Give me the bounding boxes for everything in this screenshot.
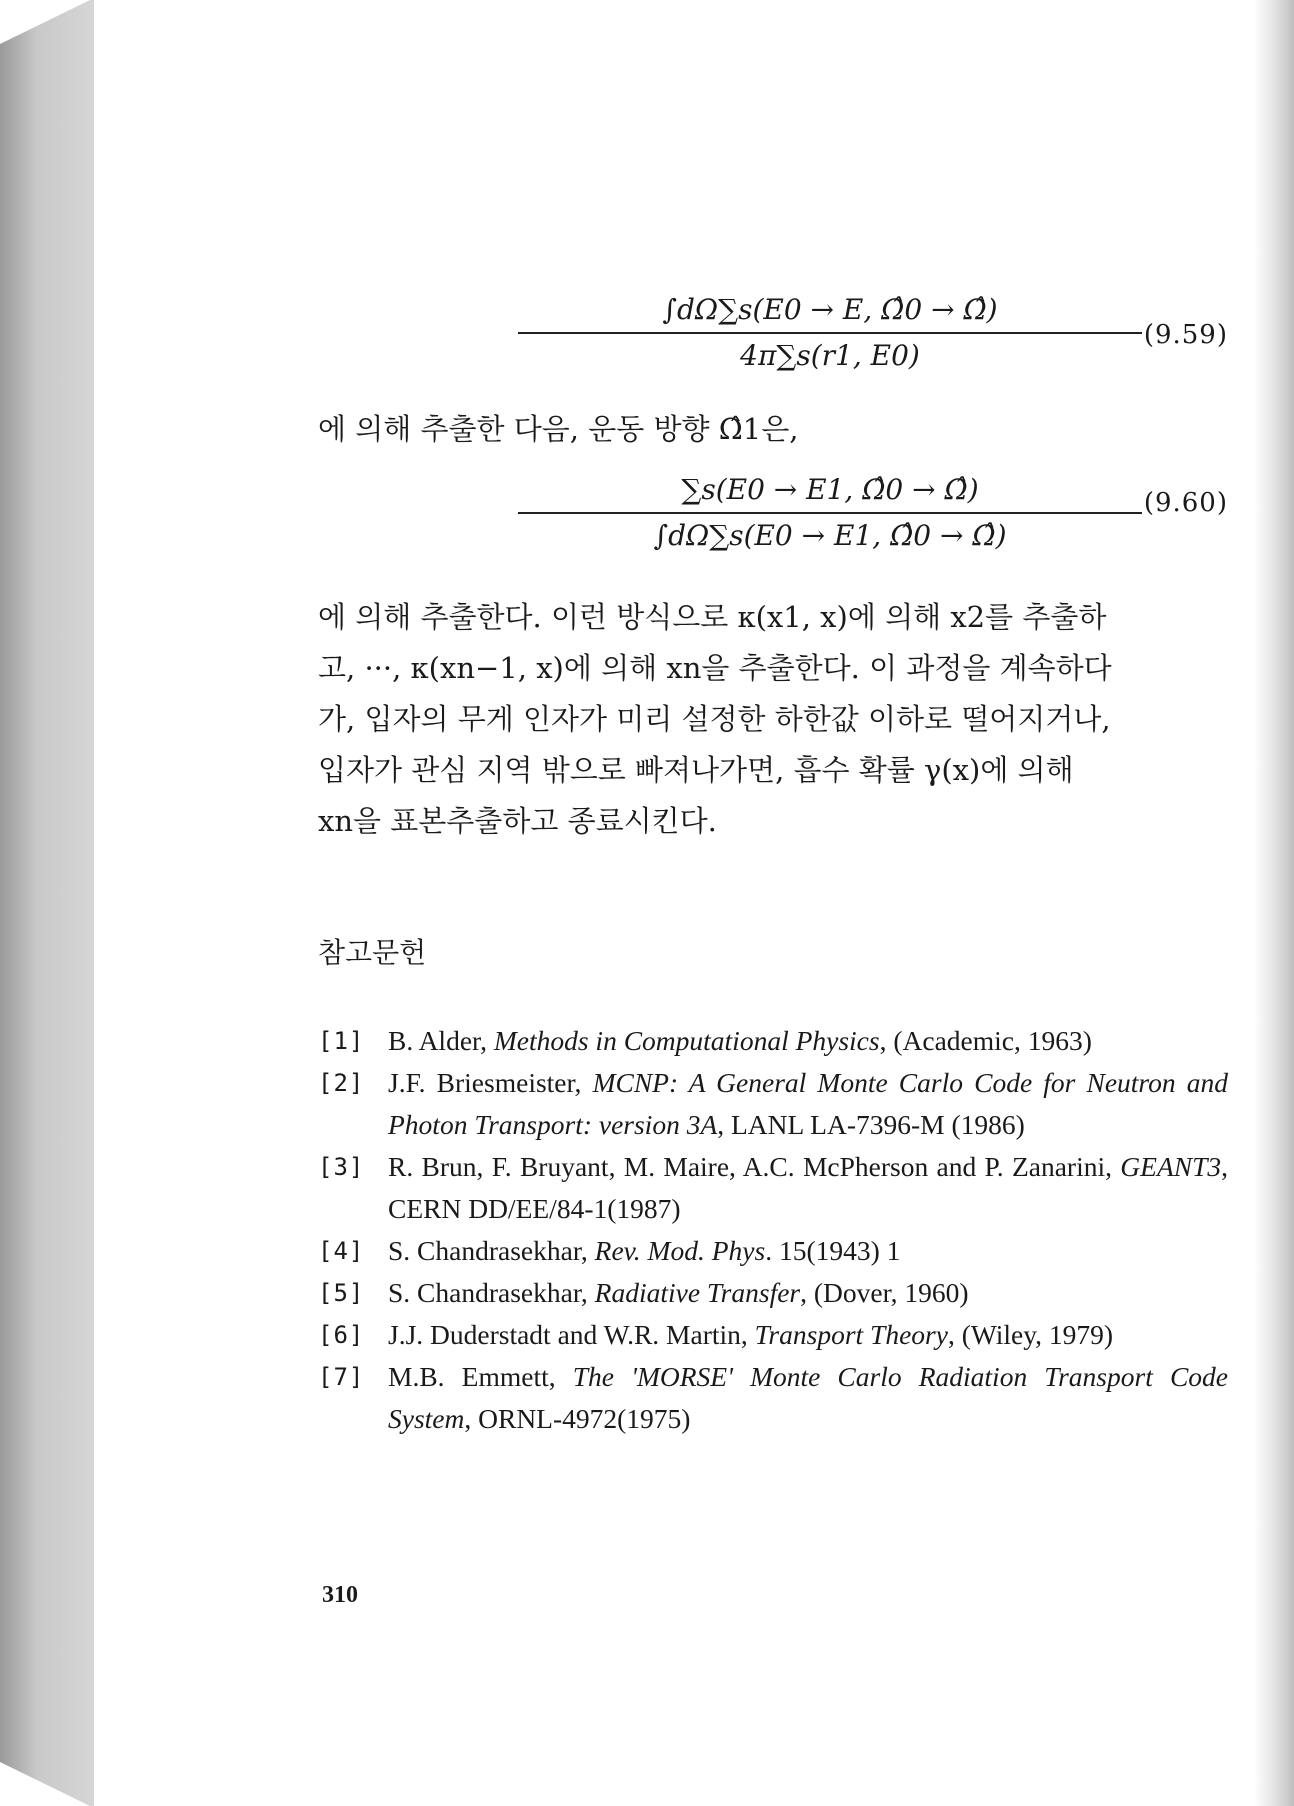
reference-tag: [1] bbox=[318, 1027, 365, 1055]
references-list bbox=[318, 1020, 1228, 1440]
reference-title: Methods in Computational Physics bbox=[493, 1025, 880, 1056]
equation-numerator: ∑s(E0 → E1, Ω̂0 → Ω̂) bbox=[681, 473, 979, 506]
reference-publisher: , (Academic, 1963) bbox=[879, 1025, 1092, 1056]
reference-authors: R. Brun, F. Bruyant, M. Maire, A.C. McPherson and P. Zanarini, bbox=[388, 1151, 1121, 1182]
equation-denominator: ∫dΩ∑s(E0 → E1, Ω̂0 → Ω̂) bbox=[653, 519, 1007, 552]
reference-authors: S. Chandrasekhar, bbox=[388, 1235, 595, 1266]
reference-authors: B. Alder, bbox=[388, 1025, 494, 1056]
reference-title: GEANT3 bbox=[1120, 1151, 1222, 1182]
page-right-edge bbox=[1254, 0, 1294, 1806]
reference-title: Rev. Mod. Phys bbox=[594, 1235, 766, 1266]
reference-publisher: , LANL LA-7396-M (1986) bbox=[717, 1109, 1025, 1140]
equation-numerator: ∫dΩ∑s(E0 → E, Ω̂0 → Ω̂) bbox=[662, 293, 998, 326]
reference-tag: [5] bbox=[318, 1279, 365, 1307]
reference-publisher: , ORNL-4972(1975) bbox=[464, 1403, 691, 1434]
text-line: xn을 표본추출하고 종료시킨다. bbox=[318, 804, 717, 838]
reference-item bbox=[318, 1356, 1228, 1440]
equation-denominator: 4π∑s(r1, E0) bbox=[740, 339, 920, 372]
reference-title: Transport Theory bbox=[754, 1319, 948, 1350]
reference-item bbox=[318, 1020, 1228, 1062]
reference-tag: [3] bbox=[318, 1153, 365, 1181]
references-heading: 참고문헌 bbox=[318, 936, 427, 969]
reference-title: MCNP: A General Monte Carlo Code for Neutron and Photon Transport: version 3A bbox=[388, 1067, 1228, 1140]
reference-item bbox=[318, 1314, 1228, 1356]
equation-9-60 bbox=[318, 470, 1228, 560]
reference-title: Radiative Transfer bbox=[594, 1277, 801, 1308]
reference-tag: [6] bbox=[318, 1321, 365, 1349]
reference-item bbox=[318, 1062, 1228, 1146]
text-line: 에 의해 추출한다. 이런 방식으로 κ(x1, x)에 의해 x2를 추출하 bbox=[318, 600, 1107, 634]
reference-publisher: , (Dover, 1960) bbox=[800, 1277, 969, 1308]
paragraph-intro: 에 의해 추출한 다음, 운동 방향 Ω̂1은, bbox=[318, 412, 799, 446]
reference-tag: [7] bbox=[318, 1363, 365, 1391]
reference-tag: [4] bbox=[318, 1237, 365, 1265]
book-page bbox=[96, 0, 1254, 1806]
text-line: 고, ···, κ(xn−1, x)에 의해 xn을 추출한다. 이 과정을 계속하다 bbox=[318, 651, 1112, 685]
book-cover-edge bbox=[0, 0, 94, 1806]
text-line: 가, 입자의 무게 인자가 미리 설정한 하한값 이하로 떨어지거나, bbox=[318, 702, 1111, 736]
reference-authors: J.J. Duderstadt and W.R. Martin, bbox=[388, 1319, 755, 1350]
equation-fraction bbox=[518, 290, 1142, 376]
reference-title: The 'MORSE' Monte Carlo Radiation Transport Code System bbox=[388, 1361, 1228, 1434]
reference-publisher: . 15(1943) 1 bbox=[765, 1235, 901, 1266]
reference-authors: M.B. Emmett, bbox=[388, 1361, 573, 1392]
reference-publisher: , (Wiley, 1979) bbox=[947, 1319, 1114, 1350]
fraction-bar bbox=[518, 512, 1142, 514]
reference-authors: J.F. Briesmeister, bbox=[388, 1067, 593, 1098]
equation-number: (9.59) bbox=[1143, 320, 1228, 350]
reference-publisher: , CERN DD/EE/84-1(1987) bbox=[388, 1151, 1228, 1224]
reference-item bbox=[318, 1146, 1228, 1230]
reference-authors: S. Chandrasekhar, bbox=[388, 1277, 595, 1308]
equation-number: (9.60) bbox=[1143, 488, 1228, 518]
text-line: 입자가 관심 지역 밖으로 빠져나가면, 흡수 확률 γ(x)에 의해 bbox=[318, 753, 1074, 787]
page-number: 310 bbox=[322, 1582, 358, 1608]
paragraph-body bbox=[318, 592, 1228, 847]
reference-item bbox=[318, 1272, 1228, 1314]
equation-fraction bbox=[518, 470, 1142, 556]
reference-tag: [2] bbox=[318, 1069, 365, 1097]
fraction-bar bbox=[518, 332, 1142, 334]
reference-item bbox=[318, 1230, 1228, 1272]
equation-9-59 bbox=[318, 290, 1228, 380]
